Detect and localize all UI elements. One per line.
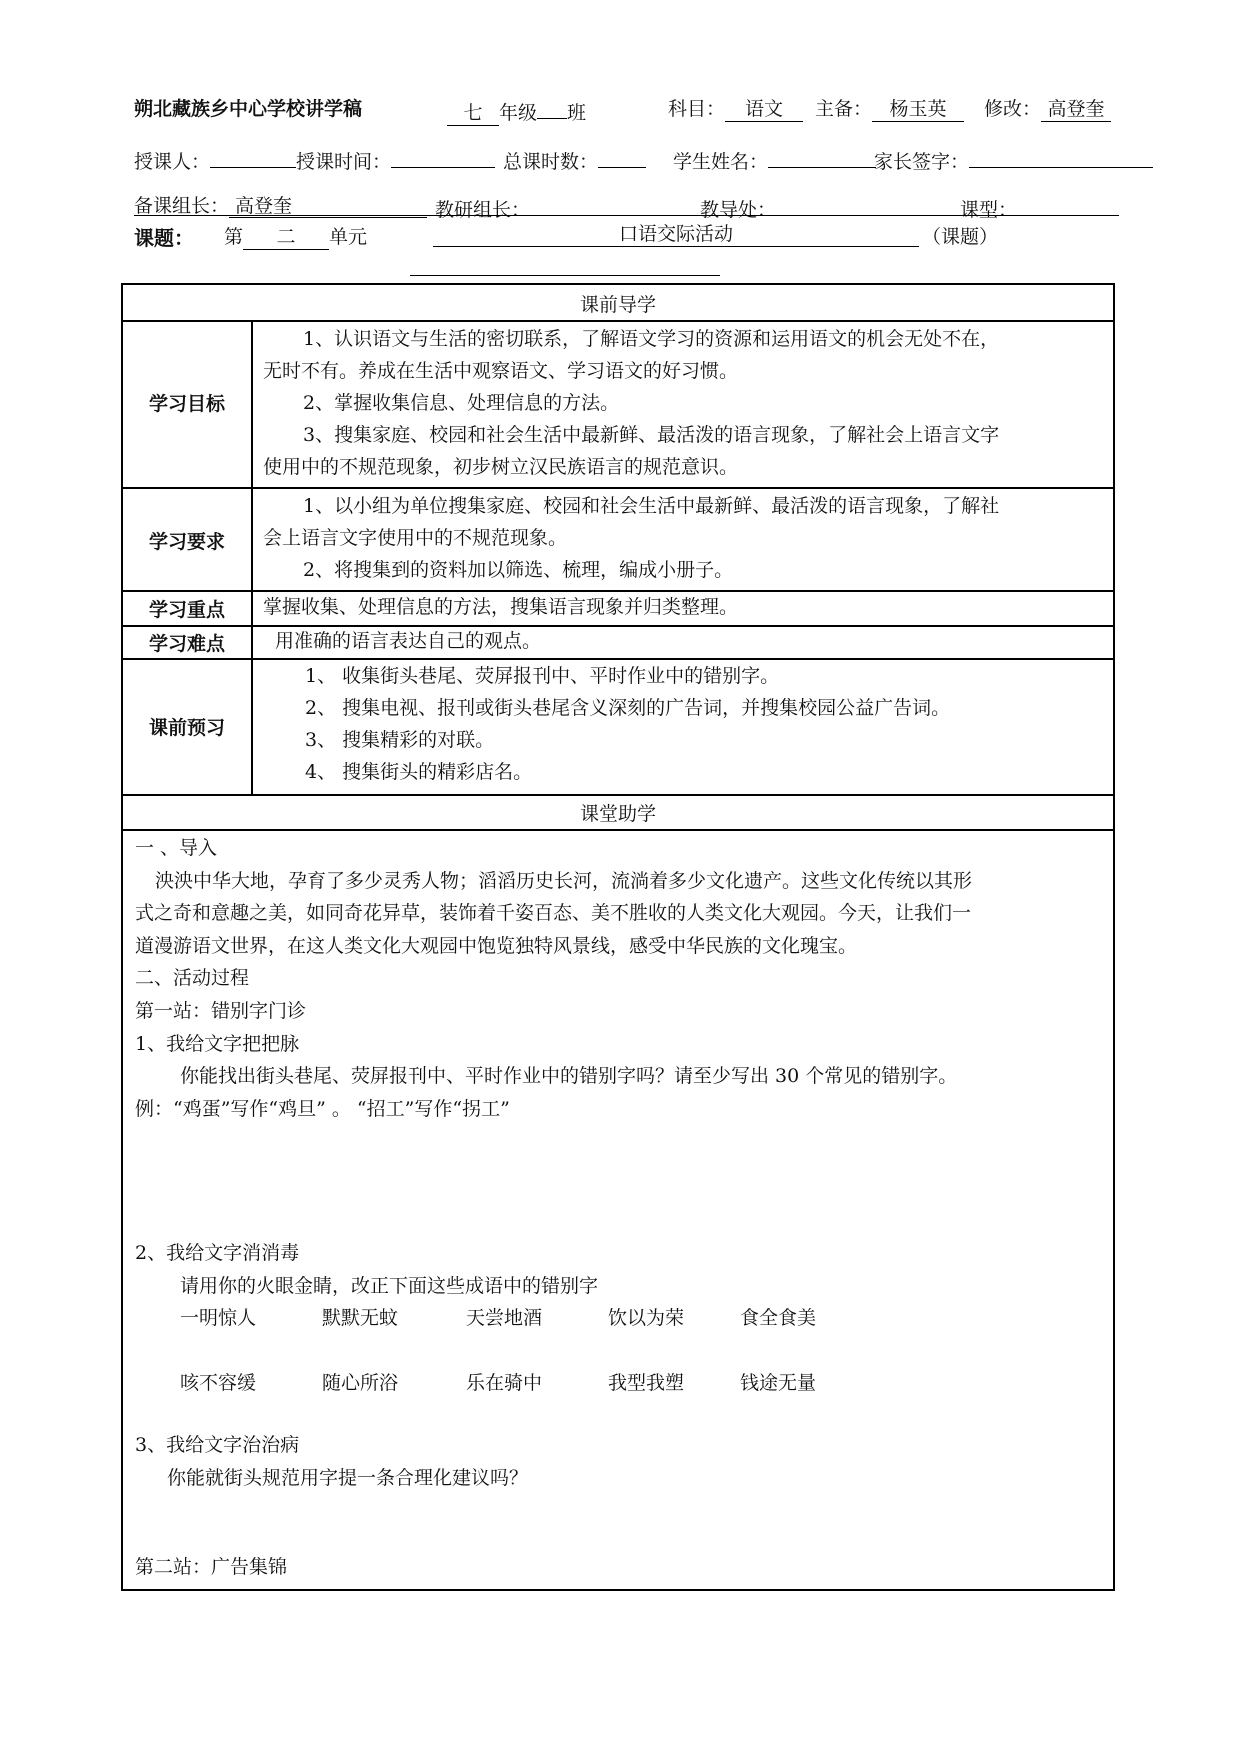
row-label-requirements: 学习要求	[148, 531, 225, 553]
station-1-heading: 第一站：错别字门诊	[135, 999, 307, 1022]
group-leader-field	[134, 191, 427, 218]
unit-suffix: 单元	[329, 226, 368, 248]
topic-value[interactable]: 口语交际活动	[433, 222, 919, 247]
type-field	[960, 191, 1119, 222]
idiom-item: 默默无蚊	[322, 1307, 399, 1330]
total-field	[503, 143, 646, 174]
key-points-text: 掌握收集、处理信息的方法，搜集语言现象并归类整理。	[263, 596, 739, 618]
idiom-item: 一明惊人	[180, 1307, 257, 1330]
idiom-item: 饮以为荣	[608, 1307, 685, 1330]
lesson-table	[121, 283, 1115, 1591]
dean-label: 教导处：	[700, 199, 777, 221]
row-label-preview: 课前预习	[148, 717, 225, 739]
teacher-field	[134, 143, 296, 174]
school-title: 朔北藏族乡中心学校讲学稿	[134, 98, 363, 120]
in-class-body	[135, 832, 1107, 1125]
group-leader-value[interactable]: 高登奎	[229, 194, 427, 218]
lead-label: 主备：	[815, 98, 873, 120]
grade-label: 年级	[499, 102, 538, 124]
task-1-title: 1、我给文字把把脉	[135, 1032, 300, 1055]
task-3-title: 3、我给文字治治病	[135, 1434, 300, 1456]
time-input[interactable]	[391, 143, 495, 168]
total-input[interactable]	[598, 143, 646, 168]
preview-text: 1、 收集街头巷尾、荧屏报刊中、平时作业中的错别字。 2、 搜集电视、报刊或街头巷尾含义深刻的广告词，并搜集校园公益广告词。 3、 搜集精彩的对联。 4、 搜集街头的精彩店名。	[305, 665, 951, 783]
idiom-row-1	[135, 1302, 1107, 1335]
task-3-block	[135, 1429, 1107, 1494]
type-label: 课型：	[960, 199, 1018, 221]
station-2-heading: 第二站：广告集锦	[135, 1556, 288, 1578]
header-divider	[134, 215, 1119, 216]
task-2-text: 请用你的火眼金睛，改正下面这些成语中的错别字	[180, 1274, 599, 1297]
pre-class-title: 课前导学	[579, 294, 656, 316]
idiom-item: 咳不容缓	[180, 1372, 257, 1394]
subject-label: 科目：	[668, 98, 726, 120]
type-input[interactable]	[1017, 191, 1119, 216]
unit-field	[224, 222, 367, 250]
idiom-item: 随心所浴	[322, 1372, 399, 1394]
intro-line-2: 式之奇和意趣之美，如同奇花异草，装饰着千姿百态、美不胜收的人类文化大观园。今天，让我们一	[135, 902, 972, 925]
parent-label: 家长签字：	[874, 151, 970, 173]
task-2-title: 2、我给文字消消毒	[135, 1242, 300, 1264]
task-3-text: 你能就街头规范用字提一条合理化建议吗？	[167, 1466, 529, 1489]
idiom-row-2	[135, 1367, 1107, 1400]
grade-field	[447, 94, 586, 126]
student-label: 学生姓名：	[673, 151, 769, 173]
intro-heading: 一 、导入	[135, 837, 218, 859]
idiom-item: 食全食美	[740, 1307, 817, 1330]
task-2-block	[135, 1237, 1107, 1335]
idiom-item: 钱途无量	[740, 1372, 817, 1394]
row-label-key-points: 学习重点	[148, 599, 225, 621]
parent-input[interactable]	[969, 143, 1153, 168]
revise-label: 修改：	[984, 98, 1042, 120]
grade-value[interactable]: 七	[447, 101, 499, 126]
difficulties-text: 用准确的语言表达自己的观点。	[275, 630, 542, 652]
research-leader-label: 教研组长：	[435, 199, 531, 221]
lead-value[interactable]: 杨玉英	[872, 97, 964, 122]
parent-field	[874, 143, 1153, 174]
in-class-title: 课堂助学	[579, 803, 656, 825]
topic-suffix: （课题）	[922, 226, 999, 248]
teacher-input[interactable]	[210, 143, 296, 168]
student-input[interactable]	[768, 143, 876, 168]
dean-input[interactable]	[776, 191, 946, 216]
intro-line-1: 泱泱中华大地，孕育了多少灵秀人物；滔滔历史长河，流淌着多少文化遗产。这些文化传统以其形	[155, 869, 973, 892]
topic-field	[433, 222, 919, 247]
process-heading: 二、活动过程	[135, 967, 250, 990]
topic-label: 课题：	[134, 226, 194, 250]
row-label-objectives: 学习目标	[148, 393, 225, 415]
idiom-item: 乐在骑中	[466, 1372, 543, 1394]
class-value[interactable]	[537, 94, 567, 119]
lead-field	[815, 94, 964, 122]
time-label: 授课时间：	[296, 151, 392, 173]
task-1-example: 例：“鸡蛋”写作“鸡旦” 。 “招工”写作“拐工”	[135, 1097, 510, 1120]
row-label-difficulties: 学习难点	[148, 633, 225, 655]
requirements-text: 1、以小组为单位搜集家庭、校园和社会生活中最新鲜、最活泼的语言现象，了解社 会上语言文字使用中的不规范现象。 2、将搜集到的资料加以筛选、梳理，编成小册子。	[263, 495, 1000, 581]
topic-underline-2	[410, 275, 720, 276]
revise-value[interactable]: 高登奎	[1041, 97, 1111, 122]
unit-prefix: 第	[224, 226, 244, 248]
teacher-label: 授课人：	[134, 151, 211, 173]
intro-line-3: 道漫游语文世界，在这人类文化大观园中饱览独特风景线，感受中华民族的文化瑰宝。	[135, 934, 858, 957]
task-1-text: 你能找出街头巷尾、荧屏报刊中、平时作业中的错别字吗？请至少写出 30 个常见的错别字。	[180, 1065, 958, 1088]
objectives-text: 1、认识语文与生活的密切联系，了解语文学习的资源和运用语文的机会无处不在， 无时不有。养成在生活中观察语文、学习语文的好习惯。 2、掌握收集信息、处理信息的方法。 3、搜集家庭、校园和社会生活中最新鲜、最活泼的语言现象，了解社会上语言文字 使用中的不规范现象，初步树立汉民族语言的规范意识。	[263, 328, 1000, 478]
revise-field	[984, 94, 1111, 122]
unit-value[interactable]: 二	[243, 225, 329, 250]
subject-field	[668, 94, 803, 122]
subject-value[interactable]: 语文	[725, 97, 803, 122]
research-leader-input[interactable]	[530, 191, 694, 216]
idiom-item: 我型我塑	[608, 1372, 685, 1394]
dean-field	[700, 191, 946, 222]
research-leader-field	[435, 191, 694, 222]
time-field	[296, 143, 495, 174]
group-leader-label: 备课组长：	[134, 195, 230, 217]
student-field	[673, 143, 876, 174]
idiom-item: 天尝地酒	[466, 1307, 543, 1330]
class-label: 班	[567, 102, 587, 124]
total-label: 总课时数：	[503, 151, 599, 173]
